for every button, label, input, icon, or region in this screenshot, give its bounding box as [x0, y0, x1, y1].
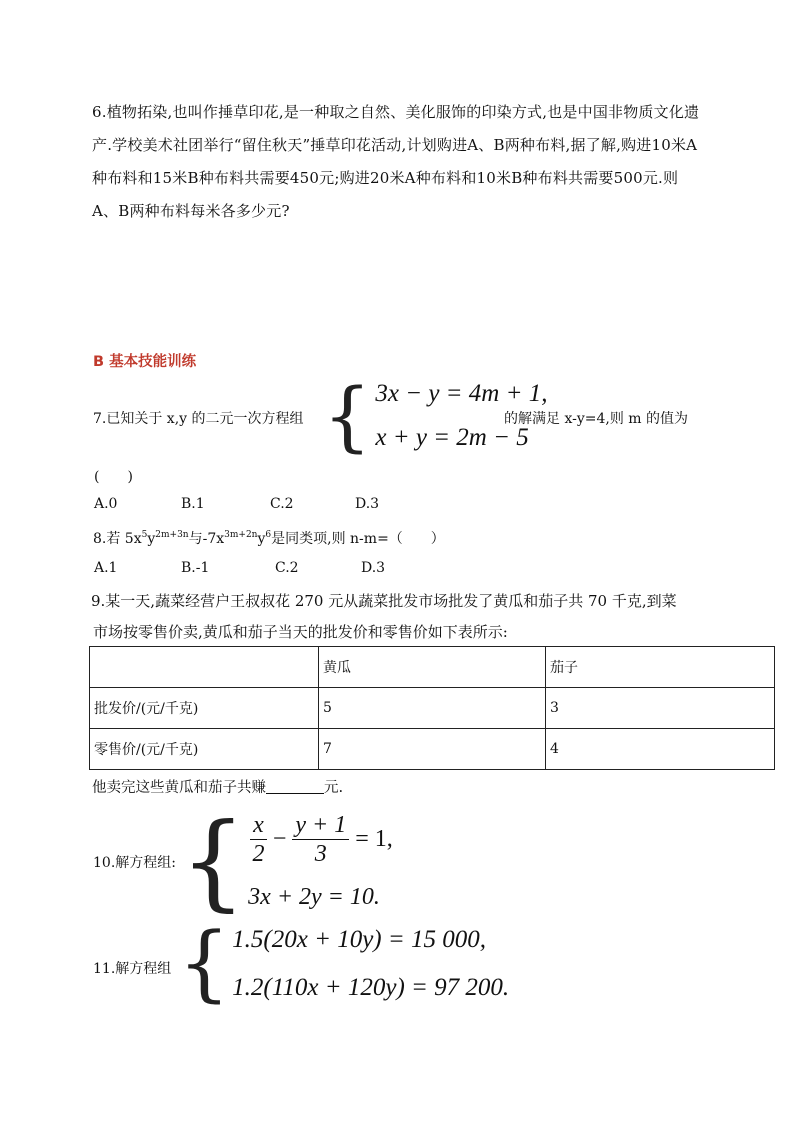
question-11-label: 11.解方程组	[93, 961, 172, 977]
table-header-cell: 黄瓜	[319, 647, 546, 688]
left-brace: {	[178, 916, 231, 1011]
table-cell: 3	[546, 688, 775, 729]
q10-equation-2: 3x + 2y = 10.	[248, 884, 380, 910]
q8-option-b: B.-1	[181, 560, 210, 576]
answer-blank[interactable]	[266, 779, 324, 794]
table-cell: 4	[546, 729, 775, 770]
section-title: B 基本技能训练	[93, 354, 197, 370]
question-7-prefix: 7.已知关于 x,y 的二元一次方程组	[93, 411, 304, 427]
q8-option-c: C.2	[275, 560, 299, 576]
q7-equation-1: 3x − y = 4m + 1,	[375, 380, 548, 407]
q7-option-b: B.1	[181, 496, 205, 512]
q8-option-a: A.1	[94, 560, 118, 576]
question-11-system	[178, 916, 510, 1011]
left-brace: {	[180, 800, 247, 922]
question-10-label: 10.解方程组:	[93, 855, 176, 871]
q11-equation-1: 1.5(20x + 10y) = 15 000,	[232, 926, 487, 953]
q8-option-d: D.3	[361, 560, 386, 576]
price-table	[89, 646, 775, 770]
question-10-system: { $\frac{x}{2}$ − $\frac{y + 1}{3}$ = 1, 3x + 2y = 10.	[180, 800, 393, 922]
table-cell: 零售价/(元/千克)	[90, 729, 319, 770]
table-cell: 7	[319, 729, 546, 770]
table-header-cell: 茄子	[546, 647, 775, 688]
question-9-fill-blank: 他卖完这些黄瓜和茄子共赚 元.	[92, 780, 344, 796]
q7-option-d: D.3	[355, 496, 380, 512]
question-8: 8.若 $5x^5y^{2m+3n}$与$-7x^{3m+2n}y^6$是同类项,则 n-m=（ ）	[93, 530, 445, 547]
question-7-answer-paren: ( )	[94, 469, 133, 485]
table-cell: 批发价/(元/千克)	[90, 688, 319, 729]
q7-equation-2: x + y = 2m − 5	[375, 424, 529, 451]
table-row	[90, 688, 775, 729]
fraction-y-plus-1-over-3: $\frac{y + 1}{3}$	[292, 811, 349, 868]
q7-option-c: C.2	[270, 496, 294, 512]
table-row	[90, 729, 775, 770]
table-header-cell	[90, 647, 319, 688]
table-cell: 5	[319, 688, 546, 729]
q11-equation-2: 1.2(110x + 120y) = 97 200.	[232, 974, 510, 1001]
q7-option-a: A.0	[94, 496, 118, 512]
question-9-line-2: 市场按零售价卖,黄瓜和茄子当天的批发价和零售价如下表所示:	[93, 623, 508, 641]
question-9-line-1: 9.某一天,蔬菜经营户王叔叔花 270 元从蔬菜批发市场批发了黄瓜和茄子共 70 千克,到菜	[91, 592, 677, 610]
question-6: 6.植物拓染,也叫作捶草印花,是一种取之自然、美化服饰的印染方式,也是中国非物质文化遗产.学校美术社团举行“留住秋天”捶草印花活动,计划购进A、B两种布料,据了解,购进10米A种布料和15米B种布料共需要450元;购进20米A种布料和10米B种布料共需要500元.则A、B两种布料每米各多少元?	[92, 103, 700, 220]
table-header-row	[90, 647, 775, 688]
left-brace: {	[323, 371, 372, 460]
fraction-x-over-2: $\frac{x}{2}$	[250, 811, 267, 868]
question-7-suffix: 的解满足 x-y=4,则 m 的值为	[504, 411, 689, 427]
